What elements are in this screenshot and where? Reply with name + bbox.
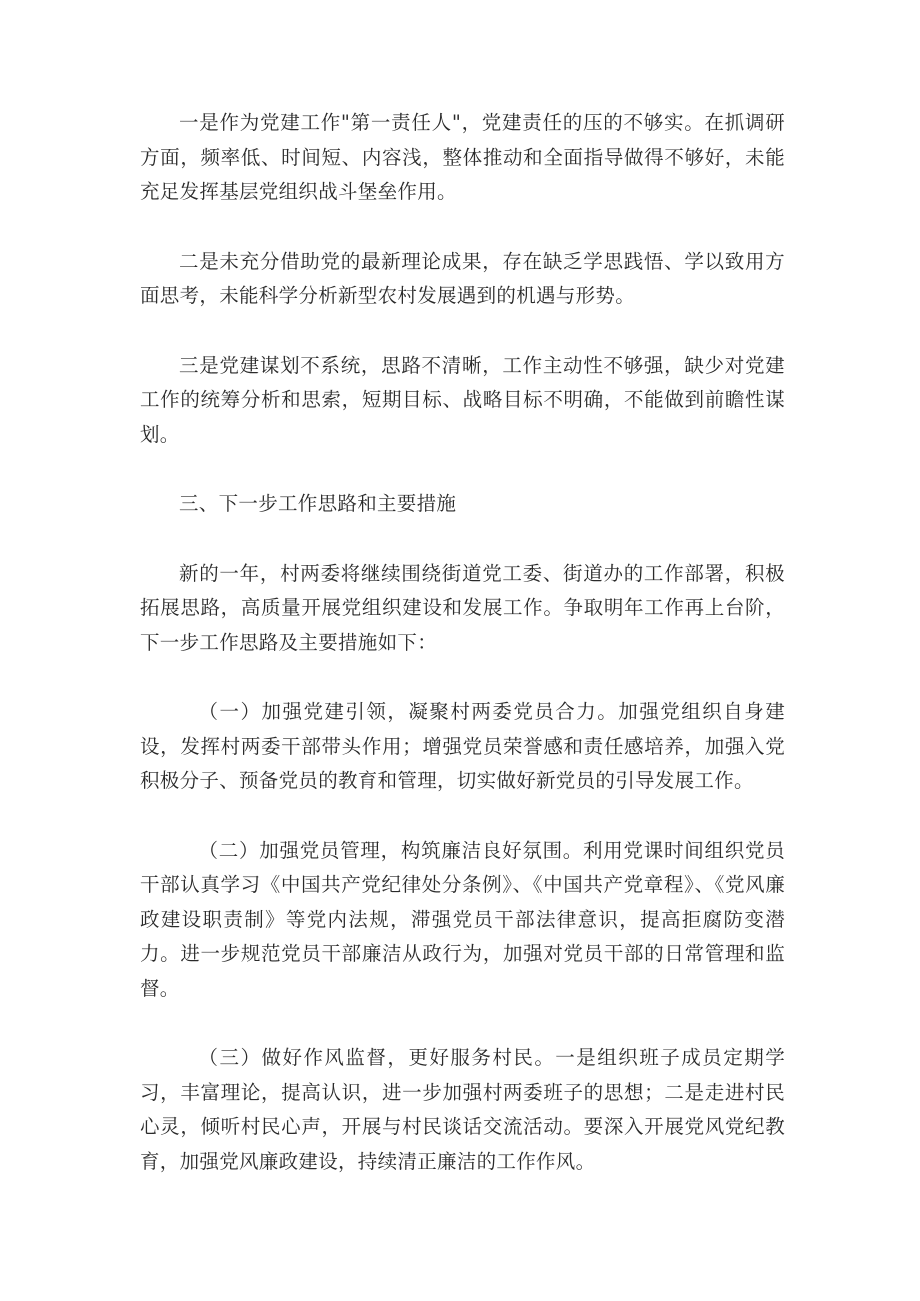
section-heading: 三、下一步工作思路和主要措施 <box>179 492 457 515</box>
paragraph-issue-1: 一是作为党建工作"第一责任人"，党建责任的压的不够实。在抓调研方面，频率低、时间短、内容浅，整体推动和全面指导做得不够好，未能充足发挥基层党组织战斗堡垒作用。 <box>140 111 785 203</box>
paragraph-intro: 新的一年，村两委将继续围绕街道党工委、街道办的工作部署，积极拓展思路，高质量开展党组织建设和发展工作。争取明年工作再上台阶，下一步工作思路及主要措施如下： <box>140 561 785 654</box>
paragraph-measure-2: （二）加强党员管理，构筑廉洁良好氛围。利用党课时间组织党员干部认真学习《中国共产党纪律处分条例》、《中国共产党章程》、《党风廉政建设职责制》等党内法规，滞强党员干部法律意识，提高拒腐防变潜力。进一步规范党员干部廉洁从政行为，加强对党员干部的日常管理和监督。 <box>140 838 785 1000</box>
paragraph-issue-2: 二是未充分借助党的最新理论成果，存在缺乏学思践悟、学以致用方面思考，未能科学分析新型农村发展遇到的机遇与形势。 <box>140 249 785 307</box>
paragraph-measure-3: （三）做好作风监督，更好服务村民。一是组织班子成员定期学习，丰富理论，提高认识，进一步加强村两委班子的思想；二是走进村民心灵，倾听村民心声，开展与村民谈话交流活动。要深入开展党风党纪教育，加强党风廉政建设，持续清正廉洁的工作作风。 <box>140 1046 785 1173</box>
paragraph-measure-1: （一）加强党建引领，凝聚村两委党员合力。加强党组织自身建设，发挥村两委干部带头作用；增强党员荣誉感和责任感培养，加强入党积极分子、预备党员的教育和管理，切实做好新党员的引导发展工作。 <box>140 700 785 792</box>
paragraph-issue-3: 三是党建谋划不系统，思路不清晰，工作主动性不够强，缺少对党建工作的统筹分析和思索，短期目标、战略目标不明确，不能做到前瞻性谋划。 <box>140 353 785 446</box>
document-body <box>140 106 785 1214</box>
